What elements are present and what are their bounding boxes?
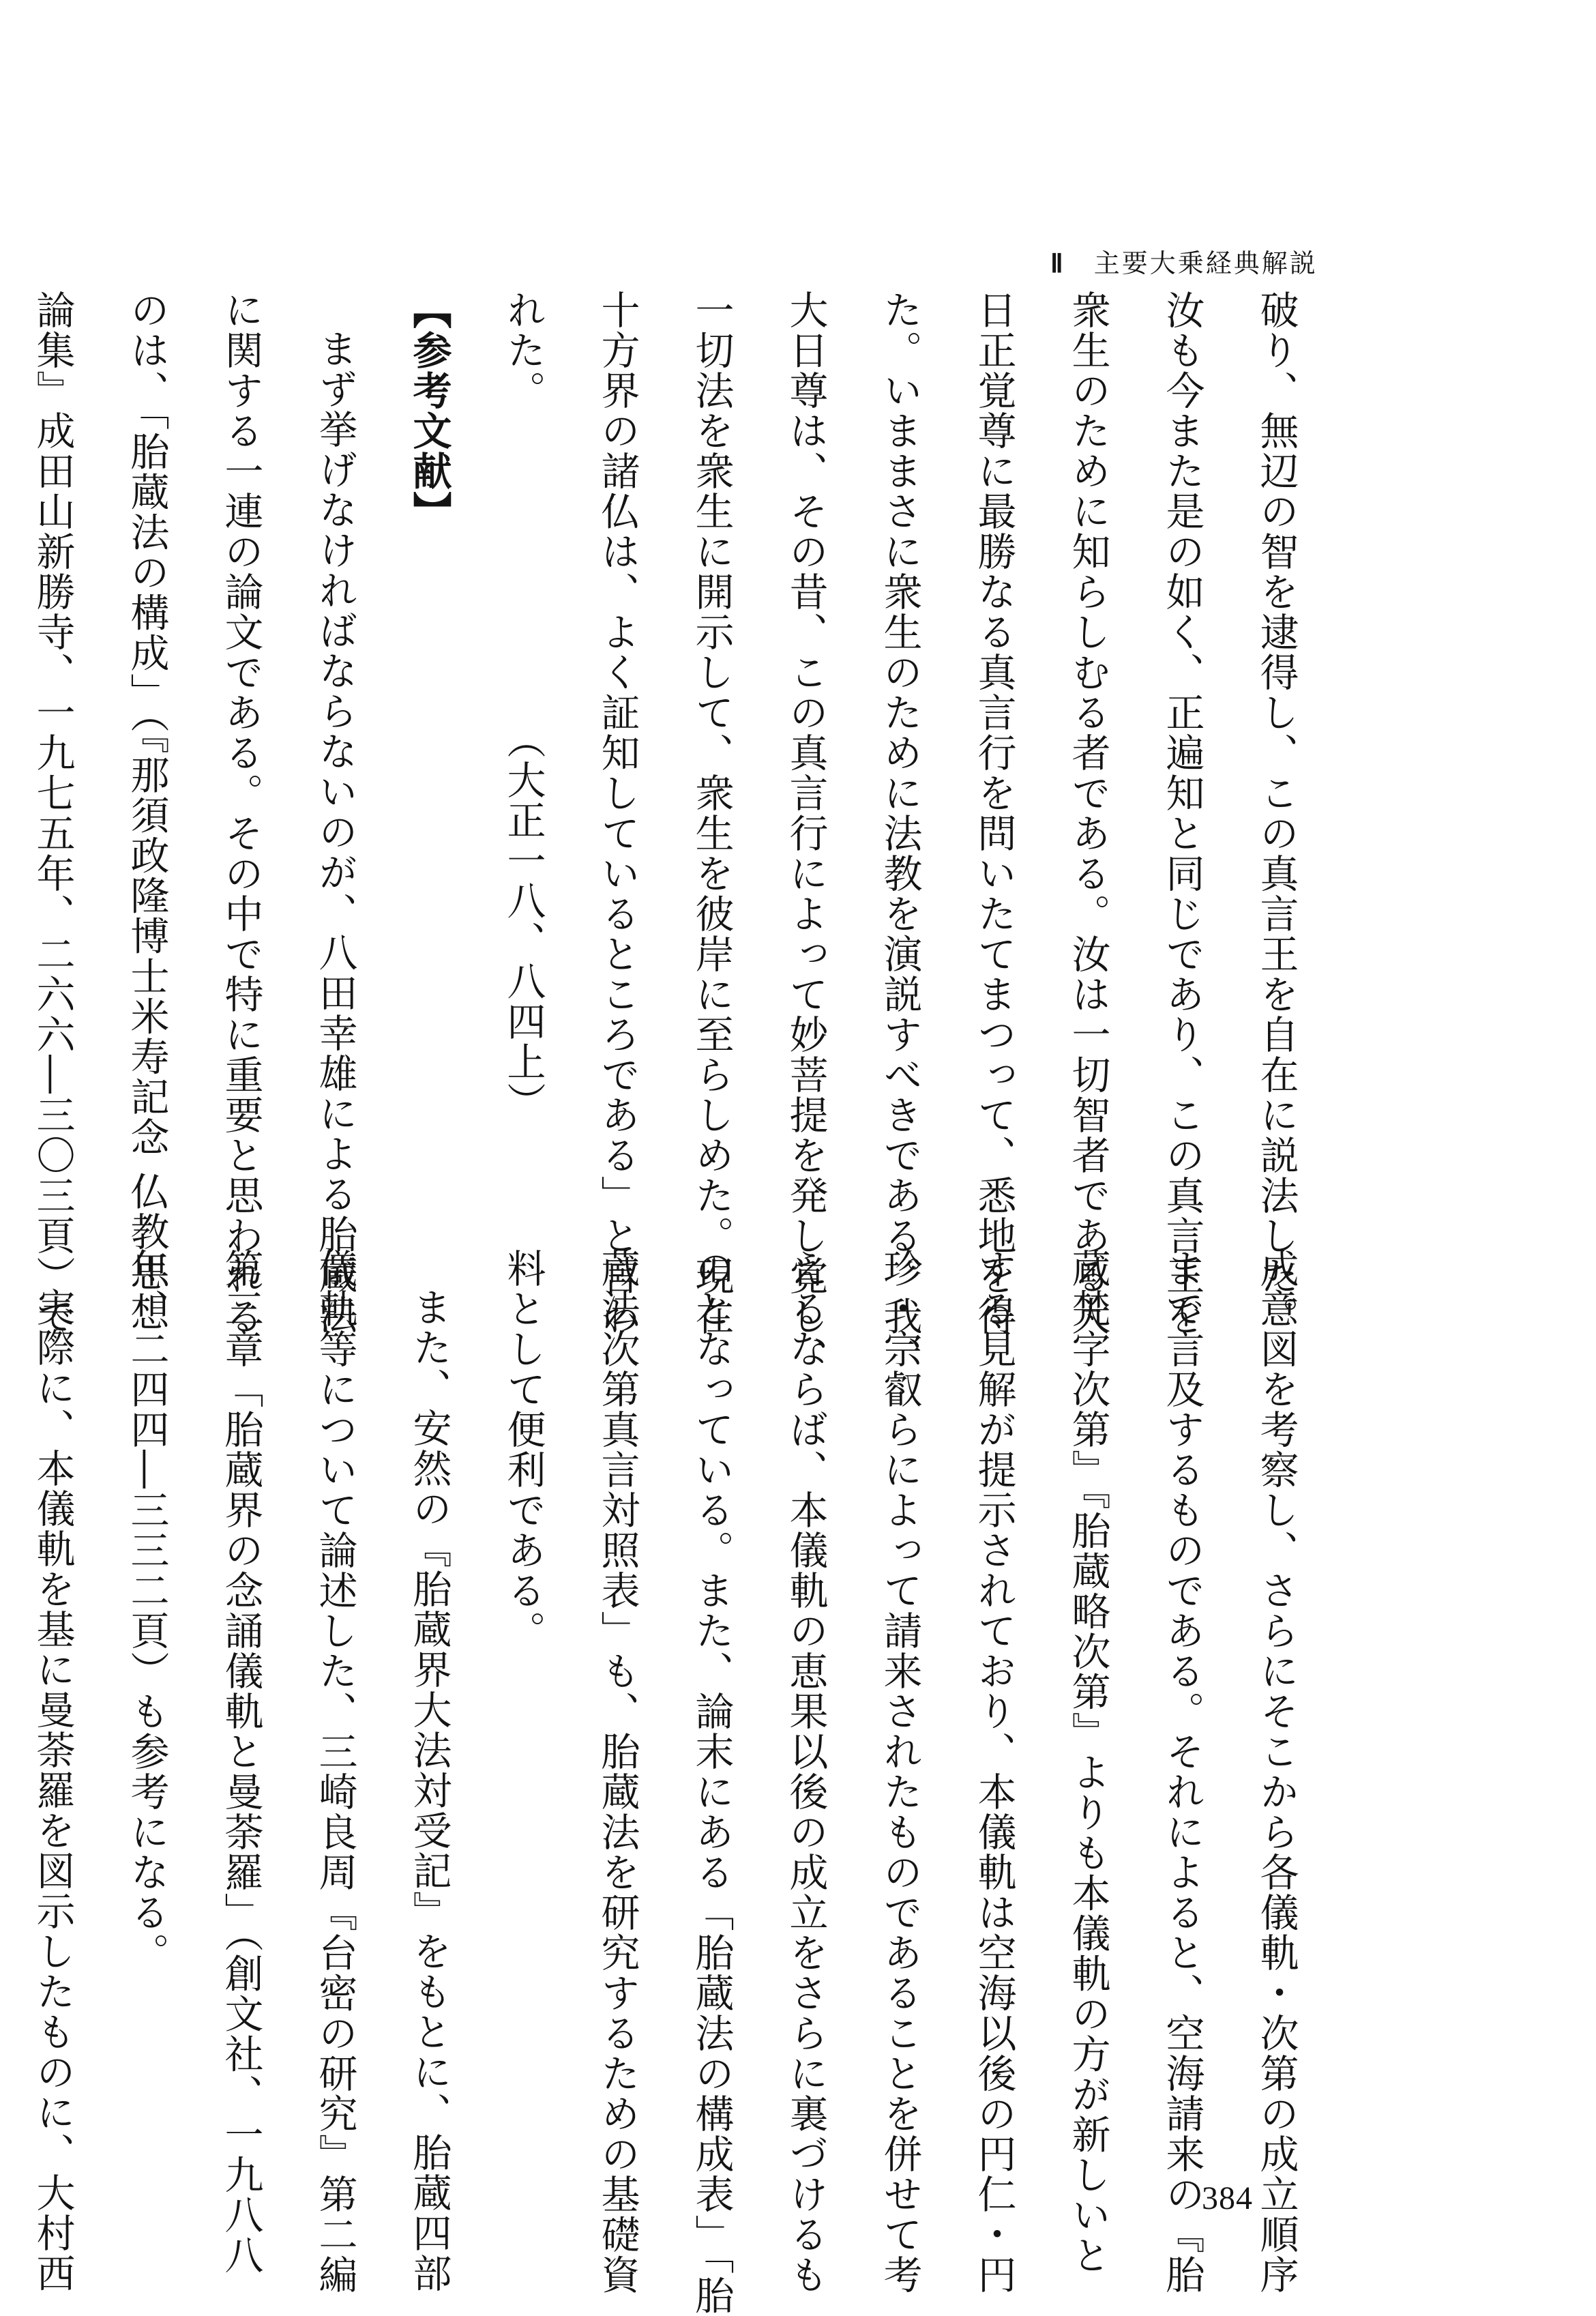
- text-line: 衆生のために知らしむる者である。汝は一切智者である大: [1065, 290, 1110, 1336]
- text-line: [0, 1248, 5, 2156]
- text-line: に関する一連の論文である。その中で特に重要と思われる: [218, 290, 263, 1336]
- section-title: 主要大乗経典解説: [1093, 248, 1318, 278]
- text-line: のとなっている。また、論末にある「胎蔵法の構成表」「胎: [689, 1248, 734, 2316]
- text-line-end: れた。: [501, 290, 546, 411]
- text-line: まで言及するものである。それによると、空海請来の『胎: [1159, 1248, 1205, 2295]
- text-line: する見解が提示されており、本儀軌は空海以後の円仁・円: [971, 1248, 1016, 2295]
- text-line: 珍・宗叡らによって請来されたものであることを併せて考: [877, 1248, 922, 2295]
- text-line: 成意図を考察し、さらにそこから各儀軌・次第の成立順序: [1254, 1248, 1299, 2295]
- text-line-with-citation: [476, 290, 570, 1204]
- text-line: 儀軌等について論述した、三崎良周『台密の研究』第二編: [312, 1248, 357, 2295]
- text-line: [0, 290, 5, 1204]
- text-line: 実際に、本儀軌を基に曼荼羅を図示したものに、大村西: [30, 1287, 75, 2293]
- upper-text-block: [30, 290, 1323, 1377]
- text-line: 論集』成田山新勝寺、一九七五年、二六六―三〇三頁）で: [30, 290, 75, 1336]
- text-line: まず挙げなければならないのが、八田幸雄による胎蔵法: [312, 329, 357, 1335]
- references-heading: 【参考文献】: [407, 290, 452, 531]
- text-line: た。いままさに衆生のために法教を演説すべきである。我、: [877, 290, 922, 1377]
- section-numeral: Ⅱ: [1050, 250, 1065, 278]
- running-header: [1050, 242, 1318, 280]
- citation: （大正一八、八四上）: [501, 720, 546, 1122]
- text-line: 蔵梵字次第』『胎蔵略次第』よりも本儀軌の方が新しいと: [1065, 1248, 1110, 2276]
- text-line: 大日尊は、その昔、この真言行によって妙菩提を発し覚し、: [783, 290, 828, 1377]
- text-line: 料として便利である。: [501, 1248, 546, 1651]
- text-line: 第三章「胎蔵界の念誦儀軌と曼荼羅」（創文社、一九八八: [218, 1248, 263, 2276]
- text-line: 蔵法次第真言対照表」も、胎蔵法を研究するための基礎資: [595, 1248, 640, 2295]
- text-line: また、安然の『胎蔵界大法対受記』をもとに、胎蔵四部: [407, 1287, 452, 2293]
- text-line: 十方界の諸仏は、よく証知しているところである」と言わ: [595, 290, 640, 1336]
- page-number: 384: [1202, 2180, 1253, 2216]
- text-line: 破り、無辺の智を逮得し、この真言王を自在に説法した。: [1254, 290, 1299, 1336]
- text-line: 日正覚尊に最勝なる真言行を問いたてまつって、悉地を得: [971, 290, 1016, 1336]
- text-line: えるならば、本儀軌の恵果以後の成立をさらに裏づけるも: [783, 1248, 828, 2295]
- text-line: のは、「胎蔵法の構成」（『那須政隆博士米寿記念 仏教思想: [124, 290, 169, 1332]
- text-line: 一切法を衆生に開示して、衆生を彼岸に至らしめた。現在: [689, 290, 734, 1336]
- text-line: 汝も今また是の如く、正遍知と同じであり、この真言王を: [1159, 290, 1205, 1336]
- text-line: 年、二四四―三三二頁）も参考になる。: [124, 1248, 169, 1973]
